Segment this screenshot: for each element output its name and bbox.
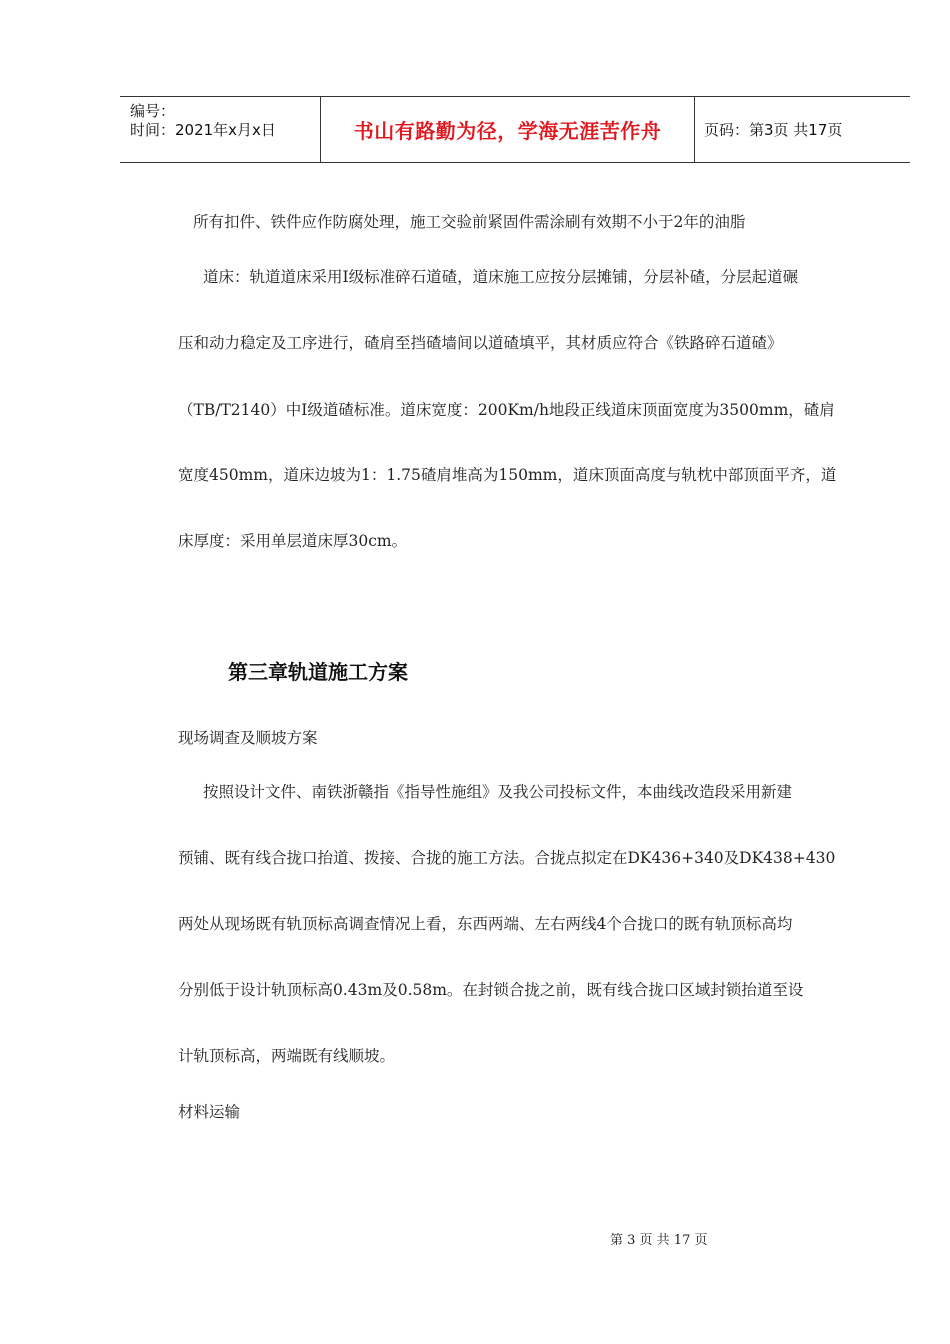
document-time-label: 时间：2021年x月x日 [130,121,276,139]
body-line: 按照设计文件、南铁浙赣指《指导性施组》及我公司投标文件，本曲线改造段采用新建 [203,783,793,801]
body-line: 计轨顶标高，两端既有线顺坡。 [178,1047,396,1065]
header-motto-cell [321,97,695,162]
body-line: 预铺、既有线合拢口抬道、拨接、合拢的施工方法。合拢点拟定在DK436+340及DK438+430 [178,849,836,867]
page-header [120,96,910,163]
header-page-label: 页码：第3页 共17页 [704,121,843,139]
body-line: （TB/T2140）中Ⅰ级道碴标准。道床宽度：200Km/h地段正线道床顶面宽度为3500mm，碴肩 [178,401,835,419]
header-page-cell [695,97,910,162]
section-title: 材料运输 [178,1103,241,1121]
body-line: 道床：轨道道床采用Ⅰ级标准碎石道碴，道床施工应按分层摊铺，分层补碴，分层起道碾 [203,268,799,286]
chapter-title: 第三章轨道施工方案 [228,660,408,684]
section-title: 现场调查及顺坡方案 [178,729,318,747]
page-footer: 第 3 页 共 17 页 [610,1233,708,1248]
body-line: 分别低于设计轨顶标高0.43m及0.58m。在封锁合拢之前，既有线合拢口区域封锁抬道至设 [178,981,804,999]
body-line: 床厚度：采用单层道床厚30cm。 [178,532,408,550]
body-line: 宽度450mm，道床边坡为1：1.75碴肩堆高为150mm，道床顶面高度与轨枕中部顶面平齐，道 [178,466,837,484]
header-motto: 书山有路勤为径，学海无涯苦作舟 [353,119,662,143]
body-line: 两处从现场既有轨顶标高调查情况上看，东西两端、左右两线4个合拢口的既有轨顶标高均 [178,915,793,933]
body-line: 所有扣件、铁件应作防腐处理，施工交验前紧固件需涂刷有效期不小于2年的油脂 [193,213,746,231]
body-line: 压和动力稳定及工序进行，碴肩至挡碴墙间以道碴填平，其材质应符合《铁路碎石道碴》 [178,334,783,352]
header-meta-cell [120,97,321,162]
document-number-label: 编号： [130,102,176,120]
